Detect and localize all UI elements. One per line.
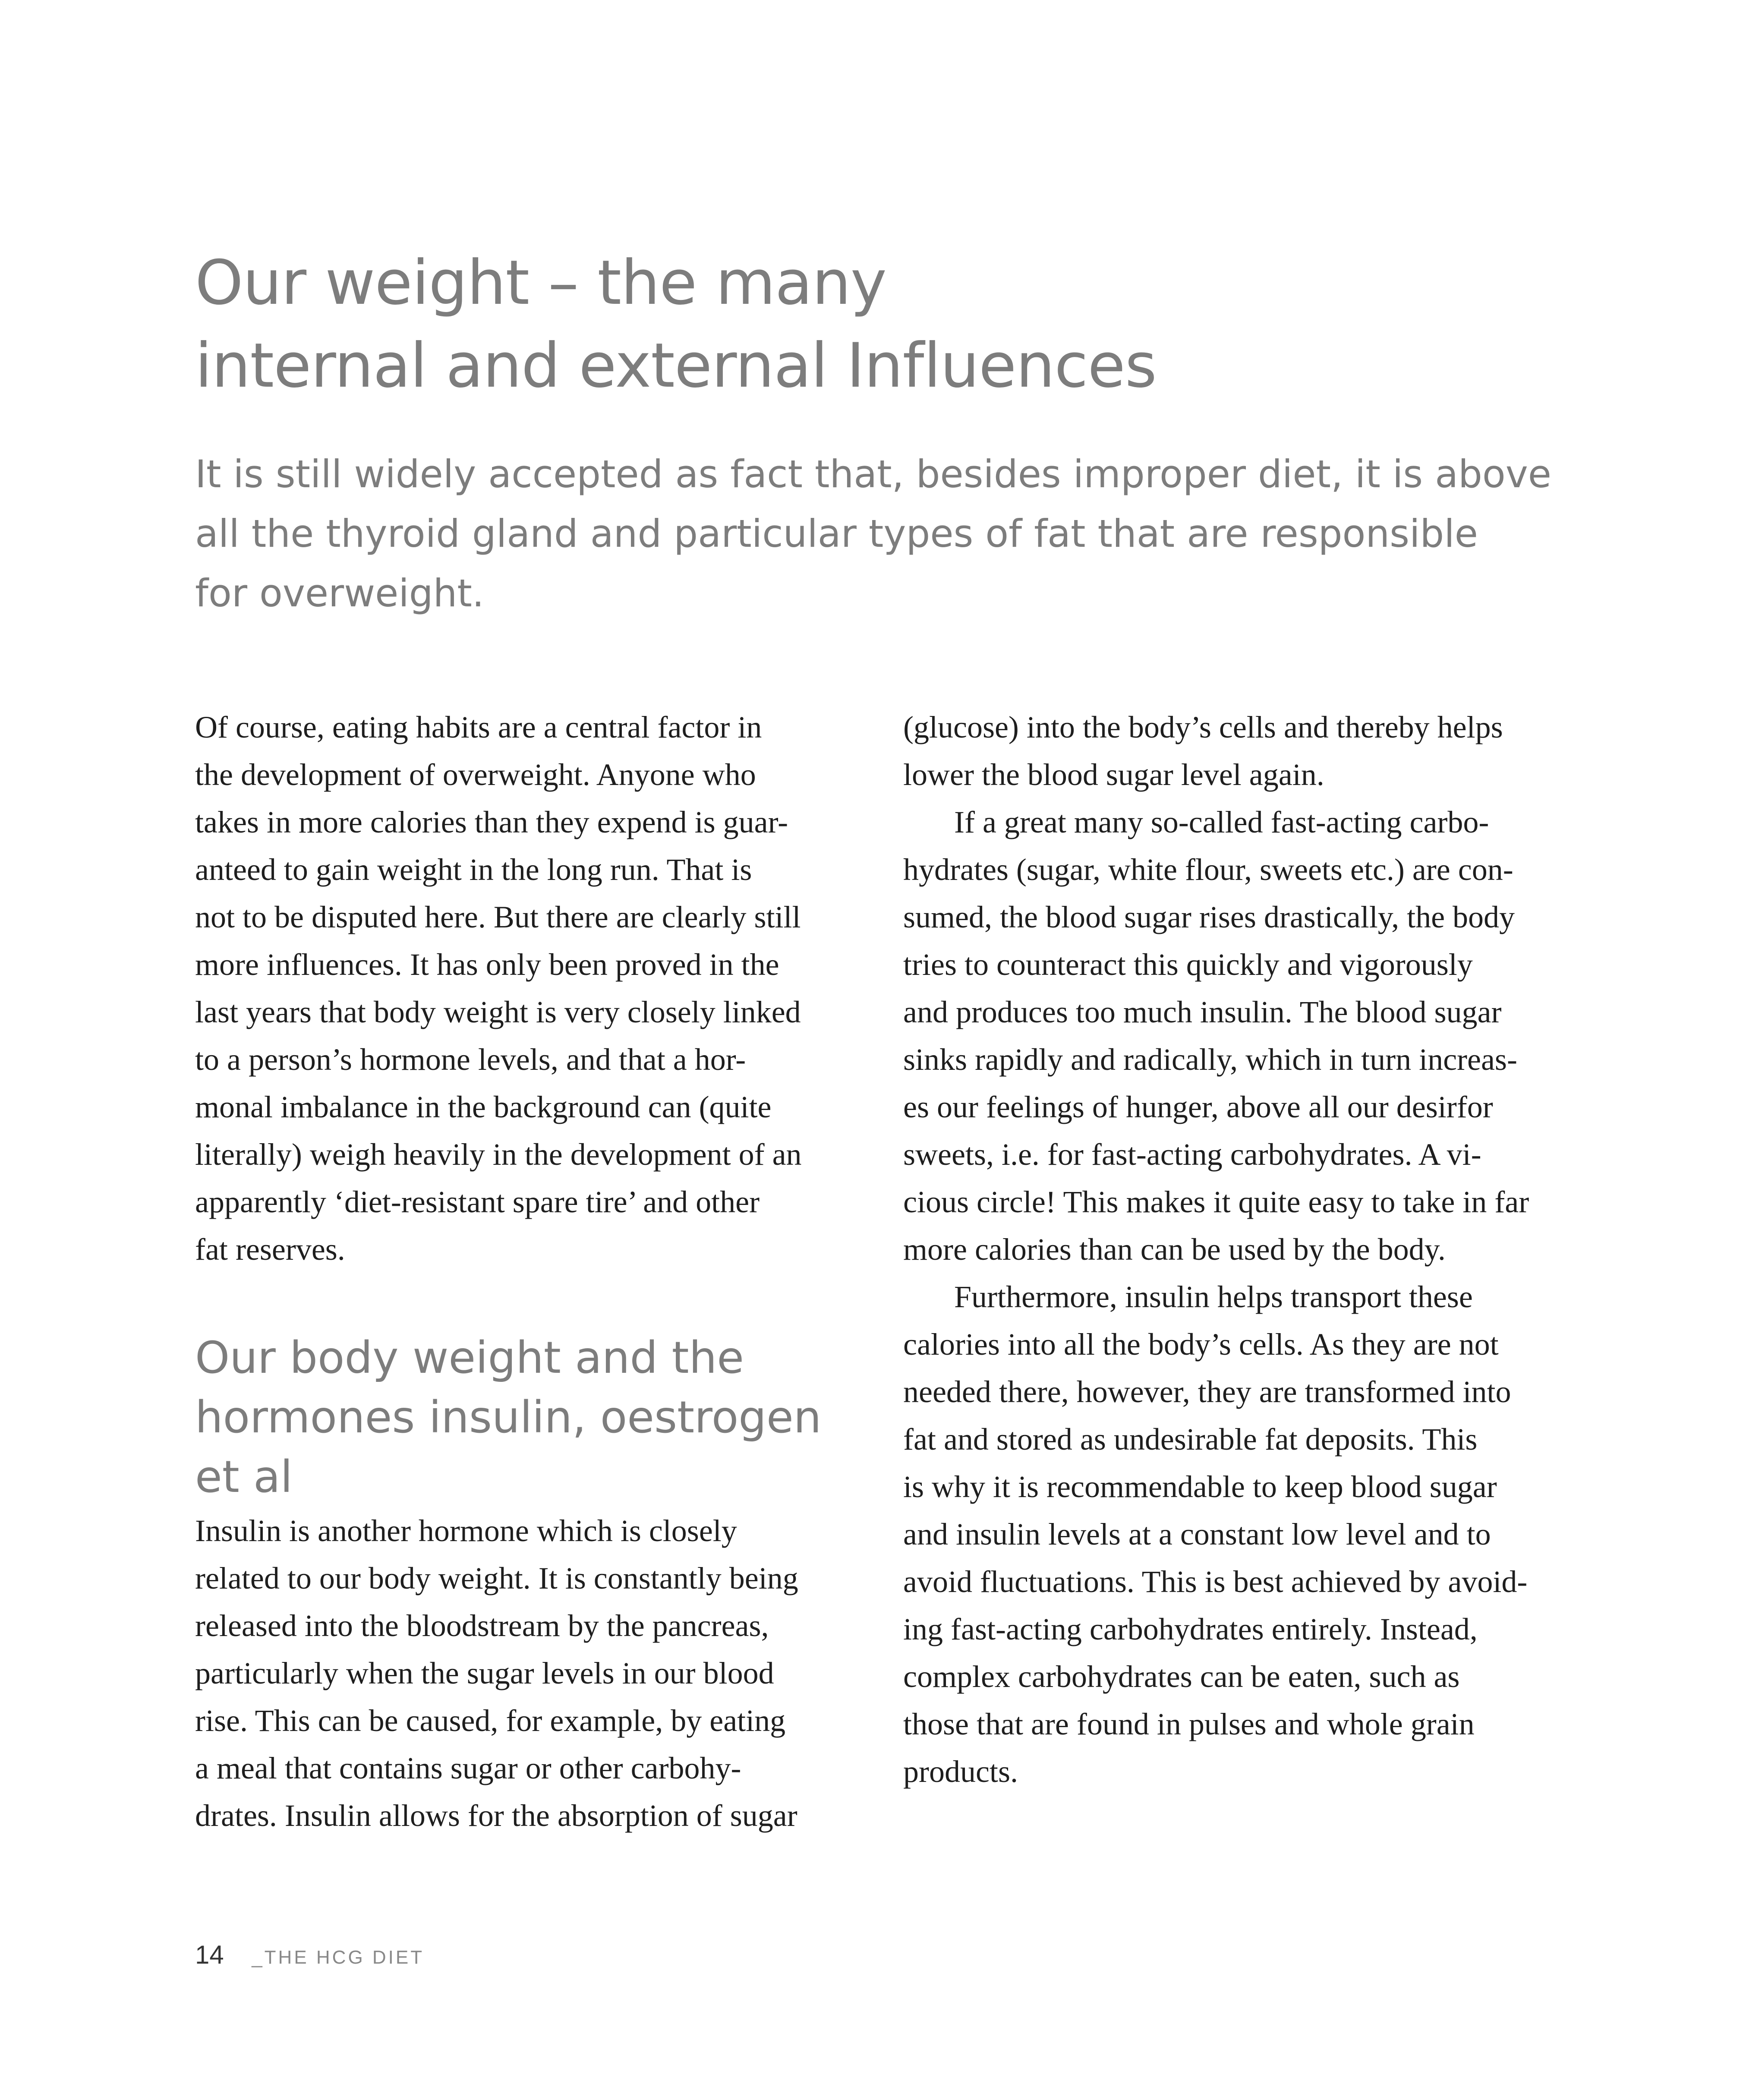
- text-line: more calories than can be used by the body.: [903, 1232, 1446, 1267]
- text-line: es our feelings of hunger, above all our desirfor: [903, 1090, 1493, 1124]
- lead-line: It is still widely accepted as fact that, besides improper diet, it is above: [195, 452, 1551, 496]
- text-line: products.: [903, 1754, 1018, 1789]
- text-line: to a person’s hormone levels, and that a hor-: [195, 1042, 746, 1077]
- text-line: those that are found in pulses and whole grain: [903, 1707, 1475, 1741]
- body-paragraph: [903, 1273, 1576, 1795]
- text-line: drates. Insulin allows for the absorption of sugar: [195, 1798, 797, 1833]
- title-line: Our weight – the many: [195, 247, 886, 318]
- text-line: fat reserves.: [195, 1232, 345, 1267]
- text-line: released into the bloodstream by the pancreas,: [195, 1608, 769, 1643]
- right-column: [903, 703, 1576, 1795]
- text-line: and insulin levels at a constant low level and to: [903, 1517, 1491, 1551]
- lead-line: for overweight.: [195, 571, 484, 615]
- text-line: tries to counteract this quickly and vigorously: [903, 947, 1473, 982]
- text-line: and produces too much insulin. The blood sugar: [903, 995, 1502, 1029]
- text-line: not to be disputed here. But there are clearly still: [195, 900, 801, 934]
- subheading-line: et al: [195, 1451, 293, 1503]
- left-column: [195, 703, 868, 1839]
- text-line: literally) weigh heavily in the development of an: [195, 1137, 802, 1172]
- text-line: lower the blood sugar level again.: [903, 757, 1324, 792]
- text-line: sinks rapidly and radically, which in turn increas-: [903, 1042, 1517, 1077]
- text-line: is why it is recommendable to keep blood sugar: [903, 1469, 1497, 1504]
- running-title: _THE HCG DIET: [252, 1947, 425, 1968]
- text-line: complex carbohydrates can be eaten, such as: [903, 1659, 1460, 1694]
- text-line: the development of overweight. Anyone who: [195, 757, 756, 792]
- text-line: rise. This can be caused, for example, by eating: [195, 1703, 786, 1738]
- body-paragraph: [195, 703, 868, 1273]
- text-line: a meal that contains sugar or other carbohy-: [195, 1751, 741, 1785]
- text-line: takes in more calories than they expend is guar-: [195, 805, 788, 839]
- subheading-line: hormones insulin, oestrogen: [195, 1392, 822, 1443]
- body-paragraph: [903, 703, 1576, 798]
- text-line: Insulin is another hormone which is closely: [195, 1514, 737, 1548]
- page-title: [195, 242, 1576, 407]
- section-subheading: [195, 1328, 868, 1507]
- text-line: sweets, i.e. for fast-acting carbohydrates. A vi-: [903, 1137, 1481, 1172]
- text-line: sumed, the blood sugar rises drastically, the body: [903, 900, 1515, 934]
- text-line: (glucose) into the body’s cells and thereby helps: [903, 710, 1503, 744]
- title-line: internal and external Influences: [195, 330, 1157, 401]
- body-paragraph: [903, 798, 1576, 1273]
- lead-line: all the thyroid gland and particular types of fat that are responsible: [195, 511, 1478, 556]
- page-footer: [195, 1940, 424, 1970]
- text-line: needed there, however, they are transformed into: [903, 1375, 1511, 1409]
- text-line: apparently ‘diet-resistant spare tire’ and other: [195, 1185, 760, 1219]
- text-line: last years that body weight is very closely linked: [195, 995, 801, 1029]
- text-line: related to our body weight. It is constantly being: [195, 1561, 798, 1595]
- text-line: fat and stored as undesirable fat deposits. This: [903, 1422, 1478, 1457]
- page-number: 14: [195, 1940, 224, 1969]
- lead-paragraph: [195, 445, 1619, 623]
- text-line: ing fast-acting carbohydrates entirely. Instead,: [903, 1612, 1478, 1646]
- text-line: monal imbalance in the background can (quite: [195, 1090, 772, 1124]
- body-paragraph: [195, 1507, 868, 1839]
- text-line: more influences. It has only been proved in the: [195, 947, 779, 982]
- text-line: avoid fluctuations. This is best achieved by avoid-: [903, 1564, 1528, 1599]
- subheading-line: Our body weight and the: [195, 1332, 744, 1384]
- text-line: Furthermore, insulin helps transport these: [954, 1280, 1473, 1314]
- text-line: cious circle! This makes it quite easy to take in far: [903, 1185, 1529, 1219]
- text-line: anteed to gain weight in the long run. That is: [195, 852, 752, 887]
- text-line: If a great many so-called fast-acting carbo-: [954, 805, 1489, 839]
- text-line: particularly when the sugar levels in our blood: [195, 1656, 774, 1690]
- text-line: calories into all the body’s cells. As they are not: [903, 1327, 1499, 1362]
- text-line: Of course, eating habits are a central factor in: [195, 710, 762, 744]
- text-line: hydrates (sugar, white flour, sweets etc.) are con-: [903, 852, 1513, 887]
